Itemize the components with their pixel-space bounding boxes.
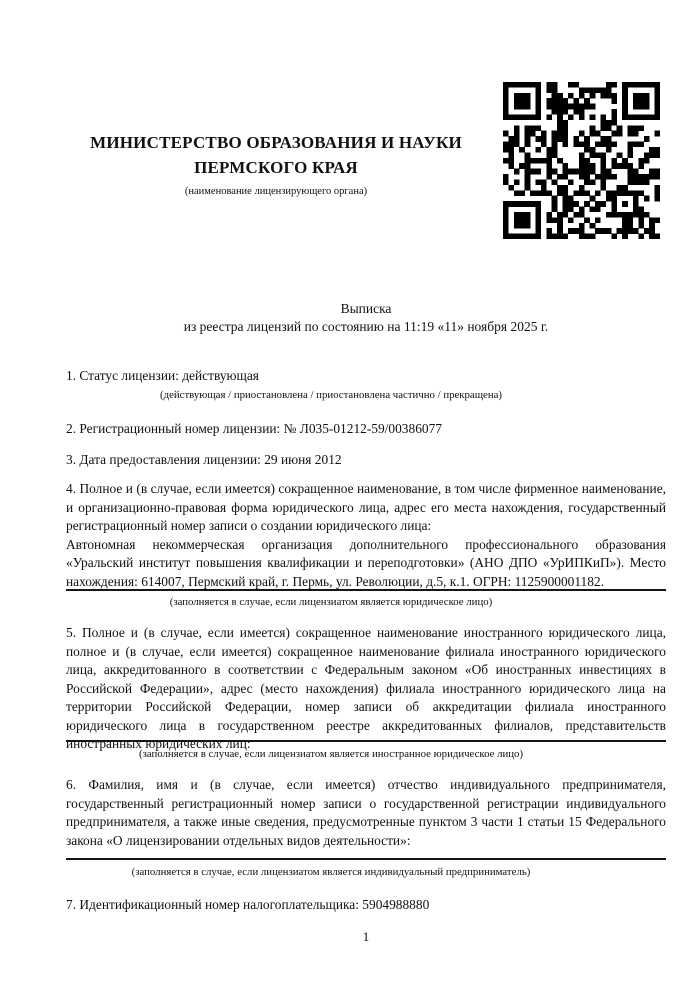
item-legal-entity-question: 4. Полное и (в случае, если имеется) сокращенное наименование, в том числе фирменное наименование, и организационно-правовая форма юридического лица, адрес его места нахождения, государственный регистрационный номер записи о создании юридического лица: (66, 481, 666, 533)
item-taxpayer-number: 7. Идентификационный номер налогоплательщика: 5904988880 (66, 897, 430, 912)
item-legal-entity-caption: (заполняется в случае, если лицензиатом является юридическое лицо) (169, 596, 493, 608)
item-individual-entrepreneur-question: 6. Фамилия, имя и (в случае, если имеется) отчество индивидуального предпринимателя, государственный регистрационный номер записи о государственной регистрации индивидуального предпринимателя, а также иные сведения, предусмотренные пунктом 3 части 1 статьи 15 Федерального закона «О лицензировании отдельных видов деятельности»: (66, 777, 666, 848)
fill-line-individual-entrepreneur (66, 858, 666, 860)
item-foreign-entity-caption: (заполняется в случае, если лицензиатом является иностранное юридическое лицо) (138, 748, 524, 760)
ministry-name-line1: МИНИСТЕРСТВО ОБРАЗОВАНИЯ И НАУКИ (90, 133, 462, 152)
item-legal-entity-info (66, 480, 666, 591)
item-license-status: 1. Статус лицензии: действующая (66, 368, 259, 383)
item-license-status-caption: (действующая / приостановлена / приостановлена частично / прекращена) (160, 389, 502, 401)
fill-line-foreign-entity (66, 740, 666, 742)
page-number: 1 (362, 929, 370, 944)
item-individual-entrepreneur-info (66, 776, 666, 850)
item-registration-number: 2. Регистрационный номер лицензии: № Л035-01212-59/00386077 (66, 421, 442, 436)
item-individual-entrepreneur-caption: (заполняется в случае, если лицензиатом является индивидуальный предприниматель) (131, 866, 531, 878)
item-foreign-entity-info (66, 624, 666, 754)
title-line2: из реестра лицензий по состоянию на 11:19 «11» ноября 2025 г. (183, 319, 549, 334)
item-license-grant-date: 3. Дата предоставления лицензии: 29 июня 2012 (66, 452, 342, 467)
title-line1: Выписка (340, 301, 392, 316)
ministry-name-line2: ПЕРМСКОГО КРАЯ (194, 158, 358, 177)
document-body (66, 0, 666, 989)
item-foreign-entity-question: 5. Полное и (в случае, если имеется) сокращенное наименование иностранного юридического лица, полное и (в случае, если имеется) сокращенное наименование филиала иностранного юридического лица, аккредитованного в соответствии с Федеральным законом «Об иностранных инвестициях в Российской Федерации», адрес (место нахождения) филиала иностранного юридического лица на территории Российской Федерации, номер записи об аккредитации филиала иностранного юридического лица в государственном реестре аккредитованных филиалов, представительств иностранных юридических лиц: (66, 625, 666, 751)
ministry-caption: (наименование лицензирующего органа) (184, 186, 368, 197)
item-legal-entity-value: Автономная некоммерческая организация дополнительного профессионального образования «Уральский институт повышения квалификации и переподготовки» (АНО ДПО «УрИПКиП»). Место нахождения: 614007, Пермский край, г. Пермь, ул. Революции, д.5, к.1. ОГРН: 1125900001182. (66, 536, 666, 589)
fill-line-legal-entity (66, 589, 666, 591)
document-title (66, 300, 666, 336)
